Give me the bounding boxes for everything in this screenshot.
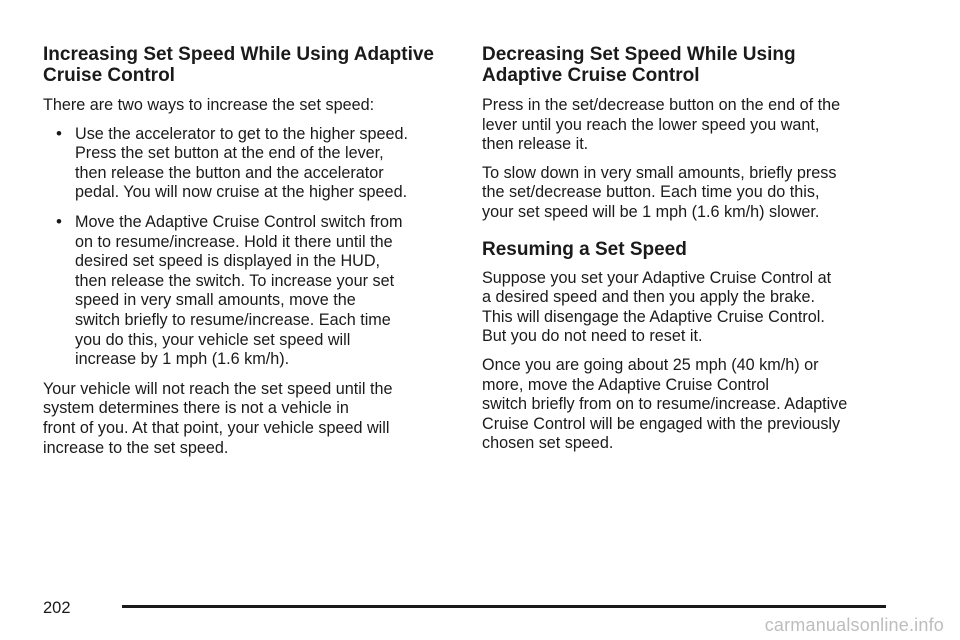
decreasing-set-speed-heading: Decreasing Set Speed While Using Adaptive Cruise Control [482, 44, 796, 86]
footer-divider [122, 605, 886, 608]
list-item: • Use the accelerator to get to the higher speed. Press the set button at the end of the lever, then release the button and the accelerator pedal. You will now cruise at the higher speed. [43, 125, 463, 203]
resume-paragraph: Once you are going about 25 mph (40 km/h) or more, move the Adaptive Cruise Control switch brieﬂy from on to resume/increase. Adaptive Cruise Control will be engaged with the previously chosen set speed. [482, 355, 848, 453]
page-number: 202 [43, 599, 71, 617]
watermark: carmanualsonline.info [764, 615, 944, 635]
increasing-set-speed-heading: Increasing Set Speed While Using Adaptive Cruise Control [43, 44, 434, 86]
increase-methods-list [43, 125, 463, 370]
increase-intro-text: There are two ways to increase the set speed: [43, 96, 375, 114]
list-item: • Move the Adaptive Cruise Control switch from on to resume/increase. Hold it there until the desired set speed is displayed in the HUD, then release the switch. To increase your set speed in very small amounts, move the switch brieﬂy to resume/increase. Each time you do this, your vehicle set speed will increase by 1 mph (1.6 km/h). [43, 213, 463, 370]
page-footer [43, 596, 888, 620]
resume-paragraph: Suppose you set your Adaptive Cruise Control at a desired speed and then you apply the brake. This will disengage the Adaptive Cruise Control. But you do not need to reset it. [482, 268, 832, 346]
resuming-set-speed-heading: Resuming a Set Speed [482, 238, 687, 260]
decrease-paragraph: Press in the set/decrease button on the end of the lever until you reach the lower speed you want, then release it. [482, 96, 841, 154]
decrease-paragraph: To slow down in very small amounts, brieﬂy press the set/decrease button. Each time you do this, your set speed will be 1 mph (1.6 km/h) slower. [482, 163, 837, 221]
increase-closing-text: Your vehicle will not reach the set speed until the system determines there is not a vehicle in front of you. At that point, your vehicle speed will increase to the set speed. [43, 379, 393, 457]
right-column [482, 44, 907, 463]
left-column [43, 44, 463, 467]
